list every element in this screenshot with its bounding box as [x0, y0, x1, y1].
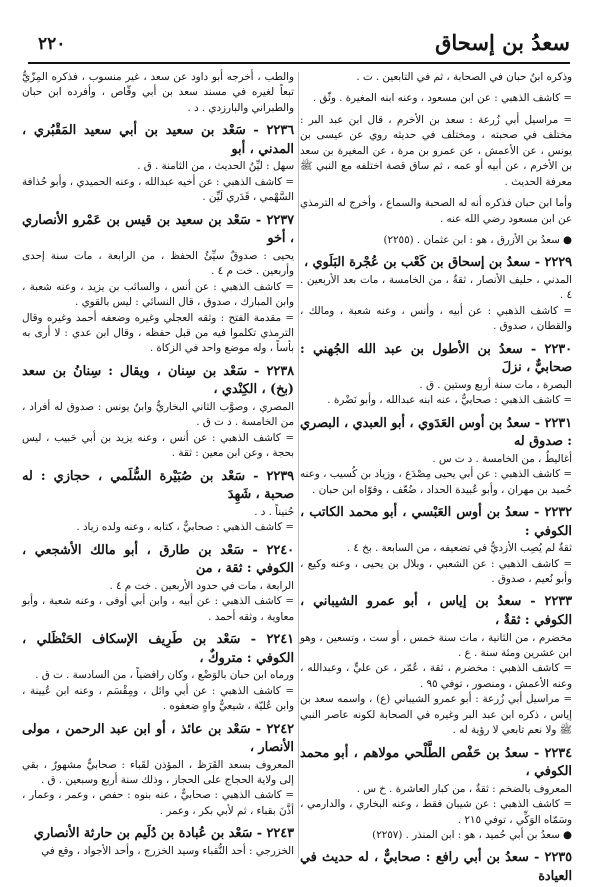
entry-heading: ٢٢٣٦ - سَعْد بن سعيد بن أبي سعيد المَقْبُري ، المدني ، أبو	[22, 123, 294, 157]
entry-heading: ٢٢٣٨ - سَعْد بن سِنان ، ويقال : سِنانُ بن سعد (بخ) ، الكِنْدي ،	[22, 363, 294, 398]
biography-entry	[300, 341, 572, 409]
entry-paragraph: يحيى : صدوقٌ سيِّئُ الحفظ ، من الرابعة ، مات سنة إحدى وأربعين . خت م ٤ .	[22, 249, 294, 278]
entry-paragraph: = كاشف الذهبي : عن الشعبي ، وبلال بن يحيى ، وعنه وكيع ، وأبو نُعيم ، صدوق .	[300, 557, 572, 586]
continuation-paragraph: وأما ابن حبان فذكره أنه له الصحبة والسماع ، وأخرج له الترمذي عن ابن مسعود رضي الله عنه .	[300, 197, 572, 225]
biography-entry	[22, 122, 294, 205]
entry-heading: ٢٢٤٢ - سَعْد بن عائذ ، أو ابن عبد الرحمن ، مولى الأنصار ،	[22, 721, 294, 756]
entry-paragraph: = كاشف الذهبي : صحابيٌّ ، عنه ابنه عبدالله ، وأبو نَضْرة .	[327, 394, 572, 407]
entry-paragraph: = كاشف الذهبي : مخضرم ، ثقة ، عُمّر ، عن عليٍّ ، وعبدالله ، وعنه الأعمش ، ومنصور ، توفي ٩٥ .	[300, 662, 572, 690]
entry-heading: ٢٢٣٢ - سعدُ بن أوس العَبْسي ، أبو محمد الكاتب ، الكوفي :	[300, 505, 572, 539]
continuation-text	[22, 70, 294, 116]
page-header	[28, 22, 570, 64]
biography-entry	[300, 415, 572, 498]
entry-heading: ٢٢٣٠ - سعدُ بن الأطول بن عبد الله الجُهني : صحابيٌّ ، نزلَ	[300, 341, 572, 376]
biography-entry	[22, 468, 294, 536]
entry-paragraph: = كاشف الذهبي : عن أنس ، وعنه يزيد بن أبي حَبيب ، ليس بحجة ، وعن ابن معين : ثقة .	[22, 431, 294, 460]
entry-paragraph: = كاشف الذهبي : عن أبي وائل ، ومِقْسَم ، وعنه ابن عُيينة ، وابن عُليّة ، شيعيٌّ واهٍ ضعفوه .	[22, 684, 294, 713]
entry-paragraph: البصرة ، مات سنة أربع وستين . ق .	[419, 378, 572, 391]
entry-heading: ٢٢٣٥ - سعدُ بن أبي رافع : صحابيٌّ ، له حديث في العيادة	[300, 850, 572, 884]
entry-paragraph: = مراسيل أبي زُرعة : أبو عمرو الشيباني (ع) ، واسمه سعد بن إياس ، ذكره ابن عبد البر وغيره في الصحابة لكونه عاصر النبي ﷺ ولا نعم تابعي لا رؤية له .	[300, 693, 572, 737]
continuation-text	[300, 70, 572, 248]
entry-heading: ٢٢٢٩ - سعدُ بن إسحاق بن كَعْب بن عُجْرة البَلَوي ،	[303, 255, 572, 271]
entry-paragraph: المصري ، وصوَّب الثاني البخاريُّ وابنُ يونس : صدوق له أفراد ، من الخامسة . د ت ق .	[22, 400, 294, 429]
running-title: سعدُ بن إسحاق	[435, 30, 570, 55]
entry-paragraph: = كاشف الذهبي : عن أنس ، والسائب بن يزيد ، وعنه شعبة ، وابن المبارك ، صدوق ، قال النسائي : ليس بالقوي .	[22, 280, 294, 309]
biography-entry	[300, 849, 572, 886]
page-number: ٢٢٠	[38, 34, 66, 54]
entry-paragraph: الخزرجي : أحد النُّقباء وسيد الخزرج ، وأحد الأجواد ، وقع في	[41, 844, 294, 857]
entry-paragraph: المعروف بسعد القَرَظ ، المؤذن لقَباء : صحابيٌّ مشهورٌ ، بقي إلى ولاية الحجاج على الحجاز ، وذلك سنة أربع وسبعين . ق .	[22, 758, 294, 787]
entry-paragraph: المعروف بالضخم : ثقةٌ ، من كبار العاشرة . خ س .	[356, 782, 572, 795]
entry-paragraph: ورماه ابن حبان بالوَضْع ، وكان رافضياً ، من السادسة . ت ق .	[35, 669, 294, 682]
entry-paragraph: الرابعة ، مات في حدود الأربعين . خت م ٤ .	[109, 579, 294, 592]
entry-paragraph: ● سعدُ بن أبي حُميد ، هو : ابن المنذر . (٢٢٥٧)	[372, 829, 572, 842]
continuation-paragraph: = مراسيل أبي زُرعة : سعد بن الأخرم ، قال ابن عبد البر : مختلف في صحبته ، ومختلف في حديثه روي عن عيسى بن يونس ، عن الأعمش ، عن عمرو بن مرة ، عن المغيرة بن سعد بن الأخرم ، عن أبيه أو عمه ، ثم ساق قصة اختلفه مع النبي ﷺ معرفة الحديث .	[300, 113, 572, 188]
entry-heading: ٢٢٣١ - سعدُ بن أوس العَدَوي ، أبو العبدي ، البصري : صدوق له	[300, 415, 572, 450]
continuation-paragraph: = كاشف الذهبي : عن ابن مسعود ، وعنه ابنه المغيرة . وثّق .	[312, 92, 572, 105]
entry-paragraph: سهل : ليِّنُ الحديث ، من الثامنة . ق .	[137, 160, 294, 173]
entry-paragraph: المدني ، حليف الأنصار ، ثقةٌ ، من الخامسة ، مات بعد الأربعين . ٤ .	[300, 273, 572, 302]
header-rule	[28, 62, 570, 64]
entry-heading: ٢٢٤٠ - سَعْد بن طارق ، أبو مالك الأشجعي ، الكوفي : ثقة ، من	[22, 542, 294, 577]
biography-entry	[22, 363, 294, 462]
continuation-paragraph: والطب ، أخرجه أبو داود عن سعد ، غير منسوب ، فذكره المِزّيُّ تبعاً لغيره في مسند سعد بن أبي وقّاص ، وأفرده ابن حبان والطبراني والبارزدي . د .	[22, 71, 294, 114]
biography-entry	[300, 745, 572, 844]
entry-paragraph: أغاليطُ ، من الخامسة . د ت س .	[432, 452, 572, 465]
entry-paragraph: = كاشف الذهبي : عن شيبان فقط ، وعنه البخاري ، والدارمي ، وسَمّاه الوَكِّي ، توفي ٢١٥ .	[300, 798, 572, 826]
entry-heading: ٢٢٤٣ - سَعْد بن عُبادة بن دُلَيم بن حارثة الأنصاري	[33, 826, 294, 842]
biography-entry	[22, 825, 294, 859]
entry-heading: ٢٢٣٩ - سَعْد بن صُبَيْرة السُّلَمي ، حجازي : له صحبة ، شَهِدَ	[22, 468, 294, 503]
entry-heading: ٢٢٣٤ - سعدُ بن حَفْص الطَّلْحي مولاهم ، أبو محمد الكوفي ،	[300, 745, 572, 780]
continuation-paragraph: ● سعدُ بن الأزرق ، هو : ابن عثمان . (٢٢٥٥)	[383, 233, 572, 246]
biography-entry	[22, 212, 294, 357]
entry-paragraph: = كاشف الذهبي : عن أبي يحيى مِصْدَع ، وزياد بن كُسيب ، وعنه حُميد بن مهران ، وأبو عُبيدة الحداد ، ضُعّف ، وقوّاه ابن حبان .	[300, 468, 572, 496]
entry-heading: ٢٢٣٧ - سَعْد بن سعيد بن قيس بن عَمْرو الأنصاري ، أخو	[22, 212, 294, 247]
entry-paragraph: = كاشف الذهبي : عن أبيه ، وابن أبي أوفى ، وعنه شعبة ، وأبو معاوية ، وثقه أحمد .	[22, 595, 294, 623]
biography-entry	[300, 593, 572, 738]
column-divider	[298, 72, 299, 858]
left-text-column	[22, 70, 294, 860]
entry-paragraph: = مقدمة الفتح : وثقه العجلي وغيره وضعفه أحمد وغيره وقال الترمذي تكلموا فيه من قبل حفظه ، وقال ابن عدي : لا أرى به بأساً ، وله موضع واحد في الزكاة .	[22, 311, 294, 355]
right-text-column	[300, 70, 572, 884]
entry-paragraph: ثقةٌ لم يُصِب الأزديُّ في تضعيفه ، من السابعة . بخ ٤ .	[346, 542, 572, 555]
entry-paragraph: = كاشف الذهبي : عن أخيه عبدالله ، وعنه الحميدي ، وأبو حُذافة السَّهْمي ، قَدَري لَيِّن .	[22, 175, 294, 204]
biography-entry	[22, 542, 294, 625]
entry-heading: ٢٢٣٣ - سعدُ بن إياس ، أبو عمرو الشيباني ، الكوفي : ثقةٌ ،	[300, 594, 572, 628]
entry-heading: ٢٢٤١ - سَعْد بن طَرِيف الإسكاف الحَنْظَلي ، الكوفي : متروكٌ ،	[22, 632, 294, 666]
entry-paragraph: = كاشف الذهبي : صحابيٌّ ، عنه بنوه : حفص ، وعمر ، وعمار ، أذَّنَ بقباء ، ثم لأبي بكر ، وعمر .	[22, 789, 294, 817]
biography-entry	[22, 631, 294, 714]
biography-entry	[300, 504, 572, 587]
entry-paragraph: = كاشف الذهبي : صحابيٌّ ، كتابه ، وعنه ولده زياد .	[76, 521, 294, 534]
entry-paragraph: مخضرم ، من الثانية ، مات سنة خمس ، أو ست ، وتسعين ، وهو ابن عشرين ومئة سنة . ع .	[300, 631, 572, 659]
biography-entry	[300, 254, 572, 334]
continuation-paragraph: وذكره ابنُ حبان في الصحابة ، ثم في التابعين . ت .	[356, 71, 572, 83]
entry-paragraph: حُنيناً . د .	[254, 505, 294, 518]
entry-paragraph: = كاشف الذهبي : عن أبيه ، وأنس ، وعنه شعبة ، ومالك ، والقطان ، صدوق .	[300, 304, 572, 333]
biography-entry	[22, 721, 294, 820]
